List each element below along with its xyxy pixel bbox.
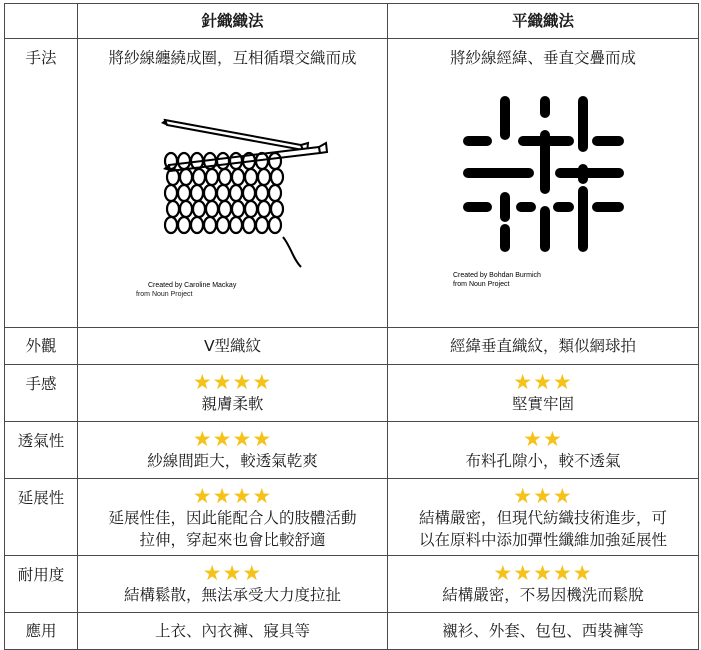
- star-icon: ★: [572, 561, 593, 585]
- star-icon: ★: [513, 370, 534, 394]
- star-icon: ★: [552, 561, 573, 585]
- star-icon: ★: [232, 370, 253, 394]
- star-rating: [78, 422, 387, 450]
- row-stretch: [5, 479, 699, 556]
- star-icon: ★: [533, 561, 553, 585]
- star-rating: [388, 479, 698, 507]
- text-breath-woven: 布料孔隙小，較不透氣: [465, 452, 621, 470]
- star-rating: [388, 556, 698, 584]
- star-icon: ★: [242, 561, 263, 585]
- cell-method-knit: [78, 39, 388, 328]
- text-durability-knit: 結構鬆散，無法承受大力度拉扯: [123, 586, 341, 604]
- star-icon: ★: [552, 484, 573, 508]
- cell-breath-knit: [78, 422, 388, 479]
- label-method: 手法: [5, 39, 78, 328]
- row-durability: [5, 556, 699, 613]
- text-usage-woven: 襯衫、外套、包包、西裝褲等: [388, 613, 699, 650]
- star-icon: ★: [513, 484, 534, 508]
- label-usage: 應用: [5, 613, 78, 650]
- star-rating: [78, 365, 387, 393]
- knit-credit-line1: Created by Caroline Mackay: [147, 282, 236, 289]
- star-icon: ★: [493, 561, 514, 585]
- star-icon: ★: [202, 561, 223, 585]
- header-knit: 針織織法: [78, 4, 388, 39]
- header-woven: 平織織法: [388, 4, 699, 39]
- cell-durability-woven: [388, 556, 699, 613]
- label-appearance: 外觀: [5, 328, 78, 365]
- cell-stretch-knit: [78, 479, 388, 556]
- text-appearance-woven: 經緯垂直織紋，類似網球拍: [388, 328, 699, 365]
- star-icon: ★: [192, 370, 213, 394]
- label-feel: 手感: [5, 365, 78, 422]
- cell-breath-woven: [388, 422, 699, 479]
- woven-credit-line2: from Noun Project: [453, 281, 510, 288]
- star-icon: ★: [232, 427, 253, 451]
- text-method-woven: 將紗線經緯、垂直交疊而成: [449, 49, 636, 67]
- star-icon: ★: [552, 370, 573, 394]
- star-icon: ★: [222, 561, 243, 585]
- woven-credit-line1: Created by Bohdan Burmich: [453, 272, 541, 279]
- star-icon: ★: [533, 484, 553, 508]
- knit-credit-line2: from Noun Project: [136, 291, 193, 298]
- cell-durability-knit: [78, 556, 388, 613]
- label-durability: 耐用度: [5, 556, 78, 613]
- star-rating: [388, 422, 698, 450]
- header-row: [5, 4, 699, 39]
- star-icon: ★: [252, 427, 273, 451]
- star-icon: ★: [232, 484, 253, 508]
- star-icon: ★: [252, 370, 273, 394]
- text-stretch-knit-line2: 拉伸，穿起來也會比較舒適: [139, 531, 326, 549]
- text-usage-knit: 上衣、內衣褲、寢具等: [78, 613, 388, 650]
- star-rating: [78, 479, 387, 507]
- knitting-needles-icon: [133, 71, 333, 293]
- star-icon: ★: [533, 370, 553, 394]
- star-icon: ★: [192, 427, 213, 451]
- row-breathability: [5, 422, 699, 479]
- label-breathability: 透氣性: [5, 422, 78, 479]
- label-stretch: 延展性: [5, 479, 78, 556]
- star-icon: ★: [192, 484, 213, 508]
- text-stretch-woven-line1: 結構嚴密，但現代紡織技術進步，可: [418, 509, 667, 527]
- row-usage: [5, 613, 699, 650]
- woven-grid-icon: [443, 71, 643, 291]
- star-icon: ★: [543, 427, 563, 451]
- star-icon: ★: [212, 484, 233, 508]
- text-breath-knit: 紗線間距大，較透氣乾爽: [147, 452, 318, 470]
- row-feel: [5, 365, 699, 422]
- star-rating: [388, 365, 698, 393]
- header-empty-cell: [5, 4, 78, 39]
- star-icon: ★: [212, 370, 233, 394]
- star-rating: [78, 556, 387, 584]
- text-feel-woven: 堅實牢固: [511, 395, 574, 413]
- star-icon: ★: [252, 484, 273, 508]
- row-appearance: [5, 328, 699, 365]
- cell-feel-woven: [388, 365, 699, 422]
- comparison-table: [4, 3, 699, 650]
- text-stretch-knit-line1: 延展性佳，因此能配合人的肢體活動: [108, 509, 357, 527]
- text-stretch-woven-line2: 以在原料中添加彈性纖維加強延展性: [418, 531, 667, 549]
- star-icon: ★: [513, 561, 534, 585]
- row-method: [5, 39, 699, 328]
- text-method-knit: 將紗線纏繞成圈，互相循環交織而成: [108, 49, 357, 67]
- cell-stretch-woven: [388, 479, 699, 556]
- cell-method-woven: [388, 39, 699, 328]
- text-feel-knit: 親膚柔軟: [201, 395, 264, 413]
- text-durability-woven: 結構嚴密，不易因機洗而鬆脫: [442, 586, 644, 604]
- star-icon: ★: [523, 427, 543, 451]
- text-appearance-knit: V型織紋: [78, 328, 388, 365]
- star-icon: ★: [212, 427, 233, 451]
- cell-feel-knit: [78, 365, 388, 422]
